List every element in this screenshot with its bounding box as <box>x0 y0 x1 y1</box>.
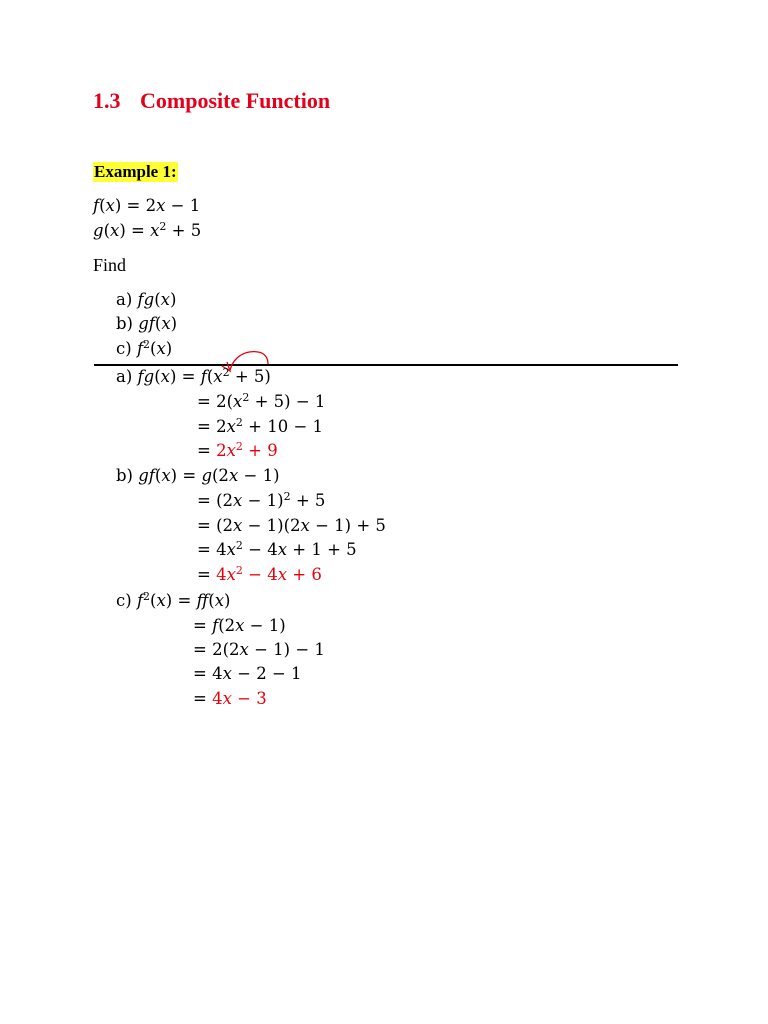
definition-f: f(x) = 2x − 1 <box>93 196 201 215</box>
solution-a-line-2: = $2(x^2 + 5) - 1$ <box>197 391 326 411</box>
solution-a-line-3: = $2x^2 + 10 - 1$ <box>197 416 324 436</box>
solution-a-answer: = $2x^2 + 9$ <box>197 440 278 460</box>
solution-b-answer: = $4x^2 - 4x + 6$ <box>197 564 322 584</box>
find-label: Find <box>93 255 127 275</box>
solution-b-line-4: = $4x^2 - 4x + 1 + 5$ <box>197 539 357 559</box>
question-a: a) fg(x) <box>116 290 177 309</box>
solution-c-line-4: = 4x − 2 − 1 <box>193 664 302 683</box>
solution-b-line-2: = $(2x - 1)^2 + 5$ <box>197 490 326 510</box>
section-title <box>93 88 330 114</box>
solution-c-line-2: = f(2x − 1) <box>193 616 286 635</box>
question-c: c) $f^2(x)$ <box>116 338 173 358</box>
question-b: b) gf(x) <box>116 314 178 333</box>
solution-c-line-3: = 2(2x − 1) − 1 <box>193 640 325 659</box>
example-label: Example 1: <box>94 162 177 181</box>
divider-line <box>94 364 678 366</box>
solution-b-line-1: b) gf(x) = g(2x − 1) <box>116 466 280 485</box>
section-number: 1.3 <box>93 88 121 113</box>
definition-g: $g(x) = x^2 + 5$ <box>93 220 202 240</box>
solution-c-line-1: c) $f^2(x) = ff(x)$ <box>116 590 231 610</box>
solution-c-answer: = 4x − 3 <box>193 689 267 708</box>
section-title-text: Composite Function <box>140 88 331 113</box>
solution-a-line-1: a) $fg(x) = f(x^2 + 5)$ <box>116 366 271 386</box>
solution-b-line-3: = (2x − 1)(2x − 1) + 5 <box>197 516 386 535</box>
